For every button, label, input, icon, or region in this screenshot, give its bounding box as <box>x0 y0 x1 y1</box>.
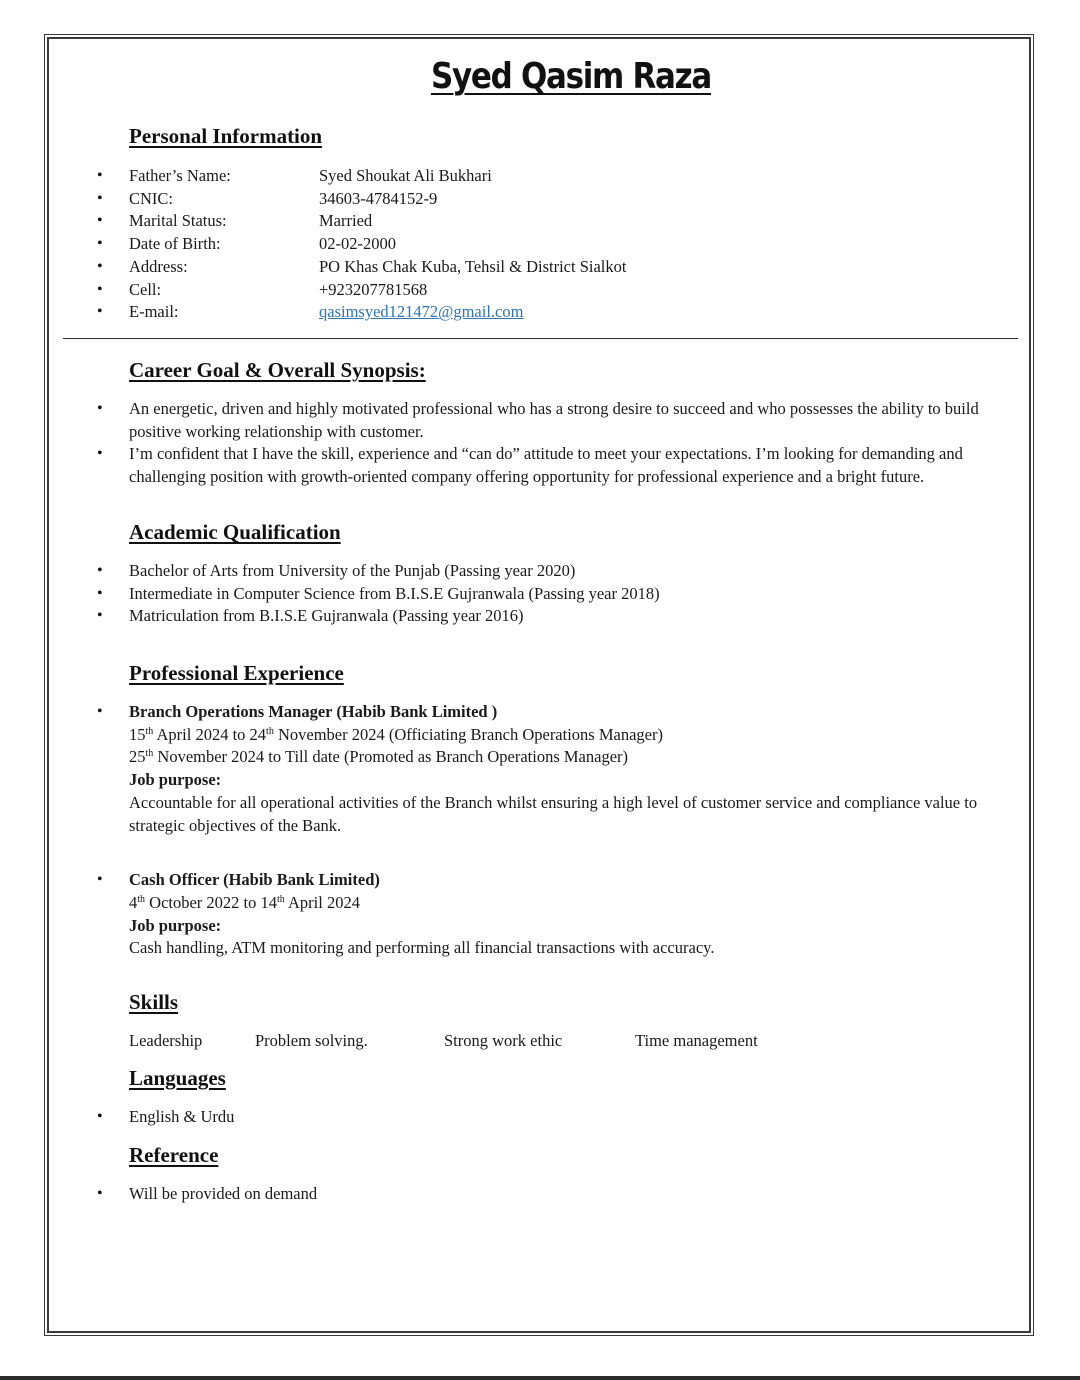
reference-list <box>0 1183 1014 1206</box>
job-purpose-label: Job purpose: <box>129 915 222 935</box>
academic-list <box>0 560 1014 628</box>
languages-list <box>0 1106 1014 1129</box>
list-item <box>0 869 1014 960</box>
reference-heading: Reference <box>129 1143 219 1167</box>
personal-info-list <box>0 165 1014 324</box>
list-item <box>0 188 1014 211</box>
job-period: 15th April 2024 to 24th November 2024 (Officiating Branch Operations Manager) <box>129 724 663 744</box>
job-purpose: Accountable for all operational activities of the Branch whilst ensuring a high level of customer service and compliance value to strategic objectives of the Bank. <box>129 792 978 835</box>
academic-heading: Academic Qualification <box>129 520 341 544</box>
field-value: Married <box>319 211 373 231</box>
candidate-name: Syed Qasim Raza <box>430 56 712 97</box>
list-item <box>0 165 1014 188</box>
field-label: • Father’s Name: <box>129 166 231 185</box>
list-item <box>0 701 1014 837</box>
list-item: • An energetic, driven and highly motivated professional who has a strong desire to succeed and who possesses the ability to build positive working relationship with customer. <box>0 398 1014 443</box>
list-item <box>0 233 1014 256</box>
list-item: • Will be provided on demand <box>0 1183 1014 1206</box>
field-label: • Address: <box>129 256 188 276</box>
list-item: • I’m confident that I have the skill, experience and “can do” attitude to meet your expectations. I’m looking for demanding and challenging position with growth-oriented company offering opportunity for professional experience and a bright future. <box>0 443 1014 488</box>
field-label: • E-mail: <box>129 302 179 322</box>
job-period: 4th October 2022 to 14th April 2024 <box>129 892 360 912</box>
field-label: • Marital Status: <box>129 211 227 231</box>
list-item: • Matriculation from B.I.S.E Gujranwala (Passing year 2016) <box>0 605 1014 628</box>
experience-heading: Professional Experience <box>129 661 344 685</box>
field-label: • Date of Birth: <box>129 234 221 254</box>
job-title: • Branch Operations Manager (Habib Bank Limited ) <box>129 702 498 721</box>
list-item: • Intermediate in Computer Science from B.I.S.E Gujranwala (Passing year 2018) <box>0 583 1014 606</box>
skill-item: Strong work ethic <box>444 1031 563 1050</box>
list-item <box>0 301 1014 324</box>
job-title: • Cash Officer (Habib Bank Limited) <box>129 870 380 890</box>
field-value: PO Khas Chak Kuba, Tehsil & District Sialkot <box>319 256 627 276</box>
job-purpose: Cash handling, ATM monitoring and performing all financial transactions with accuracy. <box>129 938 715 958</box>
bottom-edge <box>0 1376 1080 1380</box>
list-item <box>0 210 1014 233</box>
list-item: • English & Urdu <box>0 1106 1014 1129</box>
field-value: +923207781568 <box>319 279 428 299</box>
skill-item: Leadership <box>129 1031 203 1050</box>
field-value: 34603-4784152-9 <box>319 188 438 208</box>
field-value: 02-02-2000 <box>319 234 396 254</box>
career-goal-heading: Career Goal & Overall Synopsis: <box>129 358 426 382</box>
skill-item: Time management <box>635 1031 758 1050</box>
career-goal-list <box>0 398 1014 489</box>
email-link[interactable]: qasimsyed121472@gmail.com <box>319 302 524 322</box>
list-item <box>0 256 1014 279</box>
skills-heading: Skills <box>129 990 179 1014</box>
field-label: • CNIC: <box>129 188 174 208</box>
job-purpose-label: Job purpose: <box>129 770 222 790</box>
field-label: • Cell: <box>129 279 162 299</box>
list-item <box>0 279 1014 302</box>
list-item: • Bachelor of Arts from University of the Punjab (Passing year 2020) <box>0 560 1014 583</box>
personal-info-heading: Personal Information <box>129 124 323 148</box>
skill-item: Problem solving. <box>255 1031 368 1050</box>
experience-list <box>0 701 1014 960</box>
section-divider <box>63 338 1018 339</box>
field-value: Syed Shoukat Ali Bukhari <box>319 166 492 185</box>
languages-heading: Languages <box>129 1066 226 1090</box>
job-period: 25th November 2024 to Till date (Promoted as Branch Operations Manager) <box>129 747 629 767</box>
